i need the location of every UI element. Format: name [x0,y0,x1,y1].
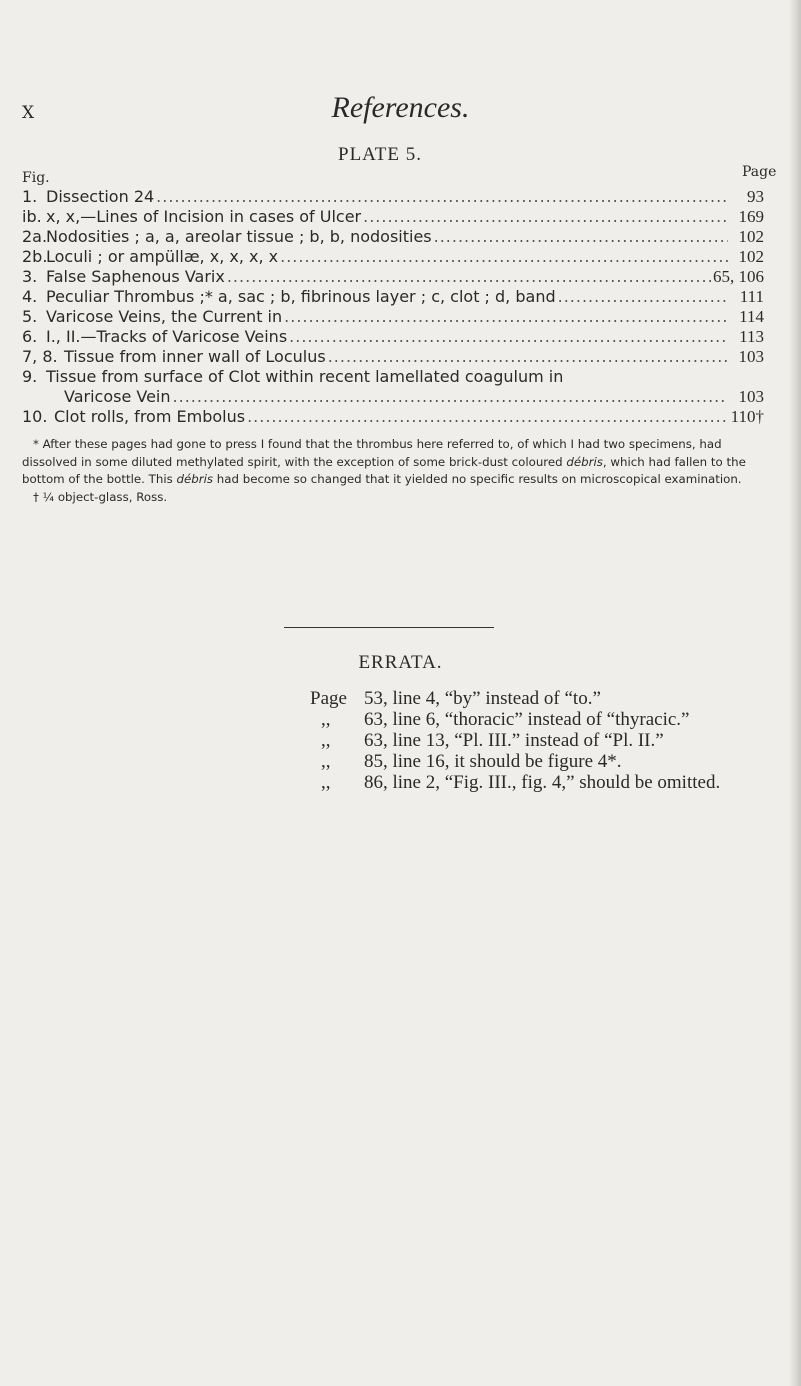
plate-title: PLATE 5. [338,144,422,165]
figure-number: 1. [22,187,38,206]
figure-number: 9. [22,367,38,386]
dot-leader [328,347,728,367]
figure-page: 110† [730,407,764,426]
footnote-dagger: † ¼ object-glass, Ross. [33,489,168,504]
figure-description: Dissection 24 [46,187,155,206]
page-number: X [22,103,36,123]
figure-entry [22,267,764,287]
errata-line [310,688,770,709]
figure-page: 114 [739,307,764,326]
errata-lead: ,, [321,709,331,730]
footnote-text: had become so changed that it yielded no specific results on microscopical examination. [213,472,742,486]
figure-page: 103 [738,347,764,366]
figure-description: Loculi ; or ampüllæ, x, x, x, x [46,247,279,266]
errata-text: 63, line 6, “thoracic” instead of “thyracic.” [364,709,690,730]
figure-page: 103 [738,387,764,406]
figure-entry [22,367,764,387]
figure-number: 2a. [22,227,48,246]
figure-description: Tissue from surface of Clot within recent lamellated coagulum in [46,367,564,386]
figure-number: 4. [22,287,38,306]
figure-entry [22,327,764,347]
plate-figure-list [22,187,764,427]
figure-entry [22,227,764,247]
page-column-label: Page [742,164,777,180]
running-head: References. [331,91,470,124]
figure-number: ib. [22,207,42,226]
figure-page: 102 [738,227,764,246]
figure-page: 102 [738,247,764,266]
dot-leader [284,307,728,327]
errata-line [310,730,770,751]
figure-number: 7, 8. [22,347,58,366]
errata-line [310,772,770,793]
figure-entry [22,207,764,227]
errata-lead: ,, [321,772,331,793]
figure-number: 5. [22,307,38,326]
figure-entry-continuation [22,387,764,407]
figure-number: 6. [22,327,38,346]
errata-lead: ,, [321,751,331,772]
dot-leader [434,227,728,247]
footnote-italic-term: débris [176,472,214,486]
figure-number: 3. [22,267,38,286]
footnote-text: , which had fallen to the bottom of the bottle. This [22,454,746,486]
figure-description: Tissue from inner wall of Loculus [64,347,326,366]
errata-line [310,709,770,730]
figure-description: I., II.—Tracks of Varicose Veins [46,327,288,346]
figure-entry [22,407,764,427]
dot-leader [156,187,728,207]
figure-description: Varicose Vein [64,387,171,406]
figure-page: 111 [739,287,764,306]
dot-leader [289,327,728,347]
footnote-text: * After these pages had gone to press I found that the thrombus here referred to, of which I had two specimens, had dissolved in some diluted methylated spirit, with the exception of some brick-dust coloured [22,437,722,469]
errata-text: 86, line 2, “Fig. III., fig. 4,” should be omitted. [364,772,721,793]
figure-description: Varicose Veins, the Current in [46,307,283,326]
figure-page: 169 [738,207,764,226]
footnote-italic-term: débris [566,454,603,469]
figure-description: False Saphenous Varix [46,267,225,286]
figure-number: 2b. [22,247,48,266]
errata-lead: Page [310,688,347,709]
figure-number: 10. [22,407,48,426]
errata-lead: ,, [321,730,331,751]
dot-leader [173,387,728,407]
errata-title: ERRATA. [358,652,443,673]
figure-entry [22,347,764,367]
figure-description: Nodosities ; a, a, areolar tissue ; b, b, nodosities [46,227,432,246]
page-edge-shadow [789,0,801,1386]
figure-entry [22,187,764,207]
fig-column-label: Fig. [22,170,50,186]
dot-leader [558,287,728,307]
errata-text: 85, line 16, it should be figure 4*. [364,751,622,772]
errata-line [310,751,770,772]
figure-entry [22,287,764,307]
dot-leader [363,207,728,227]
figure-page: 93 [747,187,764,206]
section-divider [284,627,494,628]
errata-text: 63, line 13, “Pl. III.” instead of “Pl. II.” [364,730,664,751]
errata-list [310,688,770,793]
figure-page: 113 [739,327,764,346]
figure-description: Peculiar Thrombus ;* a, sac ; b, fibrinous layer ; c, clot ; d, band [46,287,556,306]
figure-entry [22,307,764,327]
errata-text: 53, line 4, “by” instead of “to.” [364,688,601,709]
figure-description: Clot rolls, from Embolus [54,407,246,426]
dot-leader [280,247,728,267]
dot-leader [227,267,711,287]
dot-leader [247,407,728,427]
footnotes [22,436,767,506]
figure-description: x, x,—Lines of Incision in cases of Ulcer [46,207,362,226]
figure-entry [22,247,764,267]
footnote-star [22,436,767,489]
figure-page: 65, 106 [713,267,764,286]
